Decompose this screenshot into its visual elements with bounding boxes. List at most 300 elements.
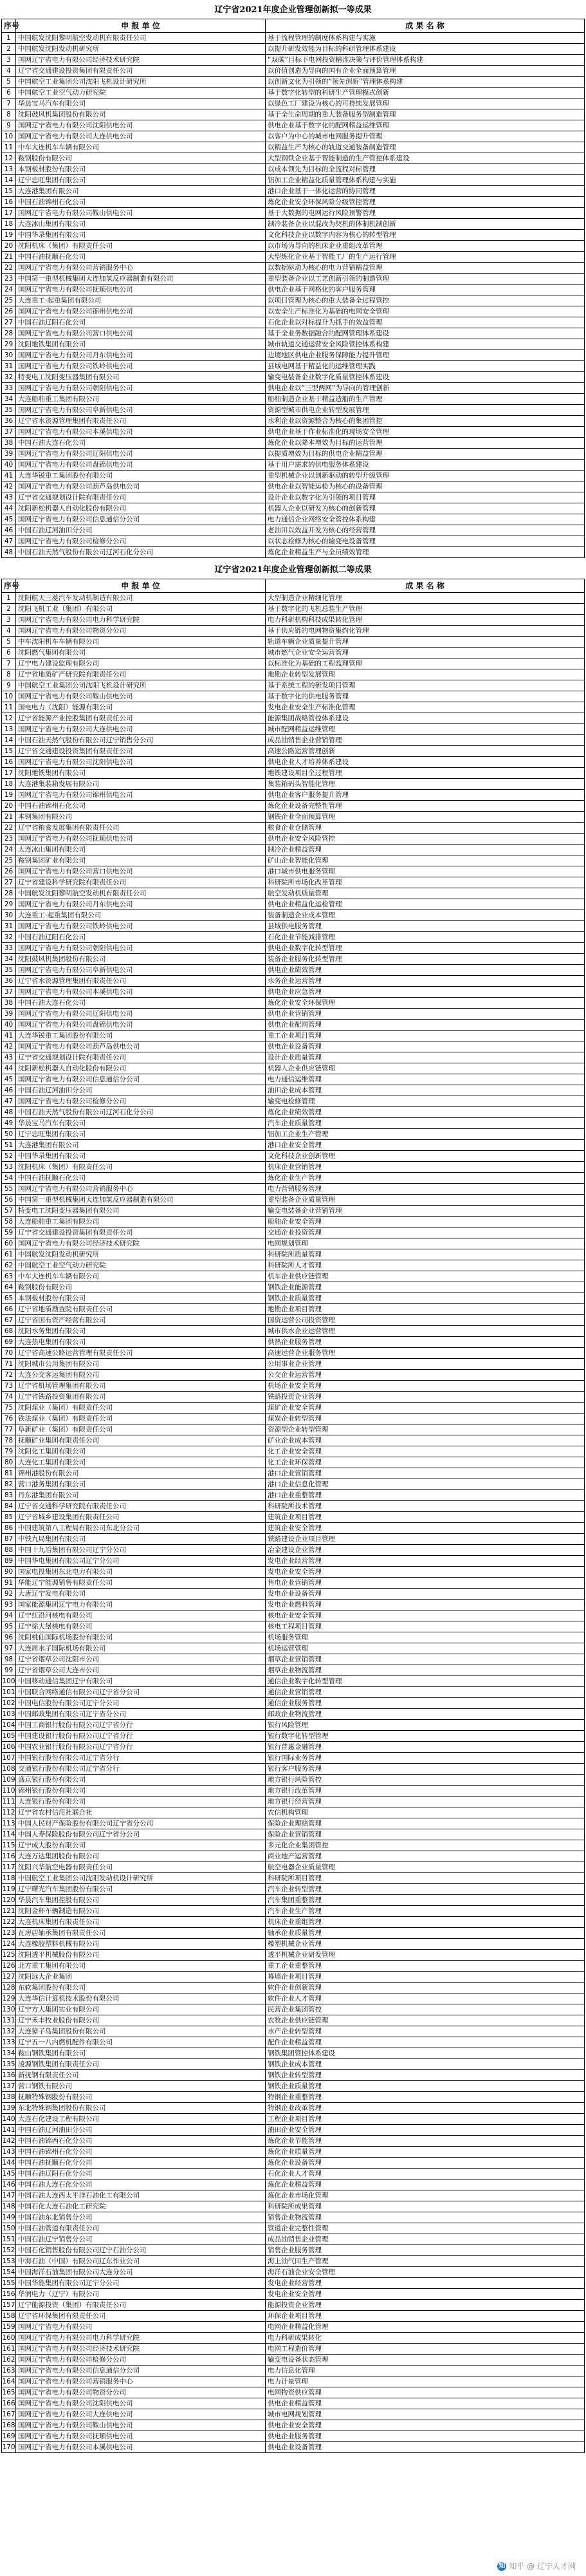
applicant-unit: 营口港务集团有限公司 bbox=[16, 1479, 266, 1490]
applicant-unit: 沈阳飞机工业（集团）有限公司 bbox=[16, 604, 266, 615]
applicant-unit: 沈阳地铁集团有限公司 bbox=[16, 339, 266, 350]
achievement-title: 机床企业重组管理 bbox=[266, 1917, 585, 1928]
achievement-title: 大型炼化企业基于智能工厂的生产运行管理 bbox=[266, 252, 585, 263]
applicant-unit: 中国石油锦西石化分公司 bbox=[16, 2136, 266, 2147]
achievement-title: 边境地区供电企业服务保障能力提升管理 bbox=[266, 350, 585, 361]
applicant-unit: 中国石油锦州石化分公司 bbox=[16, 2147, 266, 2158]
table-row bbox=[2, 460, 585, 471]
row-index: 160 bbox=[2, 2333, 16, 2344]
applicant-unit: 东北特殊钢集团股份有限公司 bbox=[16, 2103, 266, 2114]
achievement-title: 能源集团战略管控体系建设 bbox=[266, 713, 585, 724]
table-row bbox=[2, 1348, 585, 1359]
table-row bbox=[2, 514, 585, 525]
row-index: 144 bbox=[2, 2158, 16, 2169]
row-index: 15 bbox=[2, 746, 16, 757]
achievement-title: 通信企业营销管理 bbox=[266, 1687, 585, 1698]
achievement-title: 重工企业项目管理 bbox=[266, 1031, 585, 1041]
applicant-unit: 中国石油天然气股份有限公司辽河石化分公司 bbox=[16, 547, 266, 558]
achievement-title: 矿山企业智能化管理 bbox=[266, 855, 585, 866]
row-index: 62 bbox=[2, 1260, 16, 1271]
table-header-row bbox=[2, 579, 585, 593]
table-row bbox=[2, 1742, 585, 1753]
row-index: 149 bbox=[2, 2212, 16, 2223]
table-row bbox=[2, 1720, 585, 1731]
achievement-title: 以数据驱动为核心的电力营销精益管理 bbox=[266, 263, 585, 274]
table-row bbox=[2, 350, 585, 361]
achievement-title: 炼化企业安全环保管理 bbox=[266, 998, 585, 1009]
achievement-title: 供电企业绩效管理 bbox=[266, 965, 585, 976]
row-index: 112 bbox=[2, 1807, 16, 1818]
row-index: 9 bbox=[2, 120, 16, 131]
table-row bbox=[2, 1939, 585, 1950]
applicant-unit: 大连獐子岛集团股份有限公司 bbox=[16, 2026, 266, 2037]
table-row bbox=[2, 899, 585, 910]
table-row bbox=[2, 2398, 585, 2409]
table-row bbox=[2, 910, 585, 921]
table-row bbox=[2, 2103, 585, 2114]
achievement-title: 地勘企业转型发展管理 bbox=[266, 669, 585, 680]
applicant-unit: 国网辽宁省电力有限公司鞍山供电公司 bbox=[16, 2420, 266, 2431]
table-row bbox=[2, 285, 585, 295]
table-row bbox=[2, 1107, 585, 1118]
applicant-unit: 中国航空工业集团公司沈阳飞机设计研究所 bbox=[16, 680, 266, 691]
applicant-unit: 本钢板材股份有限公司 bbox=[16, 164, 266, 175]
row-index: 1 bbox=[2, 33, 16, 44]
achievement-title: 供电企业营销管理 bbox=[266, 1009, 585, 1020]
table-row bbox=[2, 691, 585, 702]
table-row bbox=[2, 427, 585, 438]
row-index: 34 bbox=[2, 394, 16, 405]
achievement-title: 配件企业精益管理 bbox=[266, 2037, 585, 2048]
achievement-title: 科研院所项目管理 bbox=[266, 1873, 585, 1884]
table-row bbox=[2, 2245, 585, 2256]
applicant-unit: 国网辽宁省电力有限公司大连供电公司 bbox=[16, 724, 266, 735]
achievement-title: 特钢企业改革管理 bbox=[266, 2103, 585, 2114]
table-row bbox=[2, 1578, 585, 1589]
applicant-unit: 抚顺特殊钢股份有限公司 bbox=[16, 2092, 266, 2103]
row-index: 56 bbox=[2, 1195, 16, 1206]
row-index: 53 bbox=[2, 1162, 16, 1173]
row-index: 102 bbox=[2, 1698, 16, 1709]
table-row bbox=[2, 1621, 585, 1632]
row-index: 10 bbox=[2, 691, 16, 702]
applicant-unit: 中国华录集团有限公司 bbox=[16, 1151, 266, 1162]
table-row bbox=[2, 274, 585, 285]
table-row bbox=[2, 186, 585, 197]
row-index: 50 bbox=[2, 1129, 16, 1140]
row-index: 33 bbox=[2, 943, 16, 954]
row-index: 42 bbox=[2, 1041, 16, 1052]
applicant-unit: 锦州港股份有限公司 bbox=[16, 1468, 266, 1479]
row-index: 114 bbox=[2, 1829, 16, 1840]
row-index: 108 bbox=[2, 1764, 16, 1775]
achievement-title: 炼化企业绩效管理 bbox=[266, 1107, 585, 1118]
achievement-title: 供电企业精益管理 bbox=[266, 2398, 585, 2409]
applicant-unit: 国网辽宁省电力有限公司物资分公司 bbox=[16, 2387, 266, 2398]
achievement-title: 发电企业燃料管理 bbox=[266, 1600, 585, 1610]
achievement-title: 港口企业基于一体化运营的协同管理 bbox=[266, 186, 585, 197]
column-header-index: 序号 bbox=[2, 579, 16, 593]
achievement-title: 软件企业创新管理 bbox=[266, 1983, 585, 1993]
row-index: 135 bbox=[2, 2059, 16, 2070]
achievement-title: 民营企业集团管控 bbox=[266, 2004, 585, 2015]
row-index: 16 bbox=[2, 197, 16, 208]
table-row bbox=[2, 241, 585, 252]
table-row bbox=[2, 1479, 585, 1490]
applicant-unit: 华晨汽车集团控股有限公司 bbox=[16, 1895, 266, 1906]
row-index: 14 bbox=[2, 735, 16, 746]
achievement-title: 老油田以效益开发为核心的经营管理 bbox=[266, 525, 585, 536]
table-row bbox=[2, 1173, 585, 1184]
applicant-unit: 辽宁五一八内燃机配件有限公司 bbox=[16, 2037, 266, 2048]
table-row bbox=[2, 768, 585, 779]
achievement-title: 油田企业成本管理 bbox=[266, 1085, 585, 1096]
table-row bbox=[2, 823, 585, 834]
table-row bbox=[2, 801, 585, 812]
table-row bbox=[2, 1085, 585, 1096]
table-row bbox=[2, 1096, 585, 1107]
table-row bbox=[2, 998, 585, 1009]
achievement-title: 地勘企业项目管理 bbox=[266, 1304, 585, 1315]
applicant-unit: 沈阳燃气集团有限公司 bbox=[16, 648, 266, 658]
table-row bbox=[2, 306, 585, 317]
table-row bbox=[2, 779, 585, 790]
row-index: 3 bbox=[2, 55, 16, 66]
achievement-title: 钢铁企业全面预算管理 bbox=[266, 812, 585, 823]
table-row bbox=[2, 1786, 585, 1797]
table-row bbox=[2, 669, 585, 680]
row-index: 39 bbox=[2, 449, 16, 460]
table-row bbox=[2, 2278, 585, 2289]
applicant-unit: 特变电工沈阳变压器集团有限公司 bbox=[16, 1206, 266, 1217]
achievement-title: 城市配网精益运维管理 bbox=[266, 724, 585, 735]
row-index: 117 bbox=[2, 1862, 16, 1873]
applicant-unit: 中国石油大连石化分公司 bbox=[16, 2179, 266, 2190]
applicant-unit: 营口钢铁有限公司 bbox=[16, 2081, 266, 2092]
achievement-title: 港口企业信息化管理 bbox=[266, 1479, 585, 1490]
table-row bbox=[2, 1326, 585, 1337]
applicant-unit: 中国石油抚顺石化分公司 bbox=[16, 2158, 266, 2169]
achievement-title: 基于数字化的供电服务管理 bbox=[266, 691, 585, 702]
applicant-unit: 中国石油大连石化公司 bbox=[16, 438, 266, 449]
table-row bbox=[2, 1195, 585, 1206]
achievement-title: 保险企业理赔管理 bbox=[266, 1818, 585, 1829]
applicant-unit: 辽宁省水资源管理集团有限责任公司 bbox=[16, 416, 266, 427]
applicant-unit: 中国石油东北销售分公司 bbox=[16, 2212, 266, 2223]
applicant-unit: 中国海洋石油集团有限公司大连分公司 bbox=[16, 2267, 266, 2278]
table-row bbox=[2, 2092, 585, 2103]
achievement-title: 科研院所技术管理 bbox=[266, 1501, 585, 1512]
achievement-title: 炼化企业节能管理 bbox=[266, 2136, 585, 2147]
achievement-title: 以客户为中心的城市电网服务提升管理 bbox=[266, 131, 585, 142]
table-row bbox=[2, 626, 585, 637]
applicant-unit: 辽宁省环保集团有限责任公司 bbox=[16, 2311, 266, 2322]
row-index: 18 bbox=[2, 779, 16, 790]
row-index: 67 bbox=[2, 1315, 16, 1326]
table-row bbox=[2, 1983, 585, 1993]
applicant-unit: 大连冰山集团有限公司 bbox=[16, 219, 266, 230]
achievement-title: 县域电网基于精益化的运维管理实践 bbox=[266, 361, 585, 372]
achievement-title: 钢铁企业质量管理 bbox=[266, 1293, 585, 1304]
table-row bbox=[2, 503, 585, 514]
achievement-title: 炼化企业设备管理 bbox=[266, 2158, 585, 2169]
row-index: 116 bbox=[2, 1851, 16, 1862]
table-row bbox=[2, 1227, 585, 1238]
table-row bbox=[2, 449, 585, 460]
applicant-unit: 国网辽宁省电力有限公司信息通信分公司 bbox=[16, 514, 266, 525]
achievement-title: 大型制造企业精细化管理 bbox=[266, 593, 585, 604]
table-row bbox=[2, 2004, 585, 2015]
achievement-title: 烟草企业物流管理 bbox=[266, 1665, 585, 1676]
achievement-title: 核电工程项目管理 bbox=[266, 1621, 585, 1632]
applicant-unit: 大连船舶重工集团有限公司 bbox=[16, 394, 266, 405]
row-index: 81 bbox=[2, 1468, 16, 1479]
achievement-title: 建筑企业安全管理 bbox=[266, 1523, 585, 1534]
row-index: 98 bbox=[2, 1654, 16, 1665]
achievement-title: 基于数字化转型的科研生产管理模式创新 bbox=[266, 88, 585, 98]
row-index: 94 bbox=[2, 1610, 16, 1621]
achievement-title: 供电企业以“三型两网”为导向的管理创新 bbox=[266, 383, 585, 394]
achievement-title: 发电企业安全生产标准化管理 bbox=[266, 702, 585, 713]
applicant-unit: 交通银行股份有限公司辽宁省分行 bbox=[16, 1764, 266, 1775]
table-row bbox=[2, 1403, 585, 1414]
achievement-title: 炼化企业设备完整性管理 bbox=[266, 801, 585, 812]
applicant-unit: 辽宁省交通建设投资集团有限责任公司 bbox=[16, 1227, 266, 1238]
column-header-unit: 申 报 单 位 bbox=[16, 19, 266, 33]
achievement-title: 橡塑机械企业管理 bbox=[266, 1939, 585, 1950]
achievement-title: 重型装备企业质量管理 bbox=[266, 1195, 585, 1206]
applicant-unit: 国网辽宁省电力有限公司阜新供电公司 bbox=[16, 405, 266, 416]
applicant-unit: 中国航发沈阳发动机研究所 bbox=[16, 1249, 266, 1260]
achievement-title: 水务企业运营管理 bbox=[266, 976, 585, 987]
achievement-title: 国资运营公司投资管理 bbox=[266, 1315, 585, 1326]
row-index: 139 bbox=[2, 2103, 16, 2114]
table-row bbox=[2, 2015, 585, 2026]
table-row bbox=[2, 702, 585, 713]
achievement-title: 工程企业项目管理 bbox=[266, 2114, 585, 2125]
row-index: 109 bbox=[2, 1775, 16, 1786]
achievement-title: 以市场为导向的机床企业重组改革管理 bbox=[266, 241, 585, 252]
table-row bbox=[2, 1797, 585, 1807]
row-index: 40 bbox=[2, 460, 16, 471]
achievement-title: 科研院所市场化改革管理 bbox=[266, 877, 585, 888]
applicant-unit: 中国石油大连西太平洋石油化工有限公司 bbox=[16, 2190, 266, 2201]
applicant-unit: 中国工商银行股份有限公司辽宁省分行 bbox=[16, 1720, 266, 1731]
table-row bbox=[2, 1217, 585, 1227]
row-index: 26 bbox=[2, 866, 16, 877]
table-row bbox=[2, 1764, 585, 1775]
table-row bbox=[2, 1906, 585, 1917]
applicant-unit: 辽宁红沿河核电有限公司 bbox=[16, 1610, 266, 1621]
applicant-unit: 大连万达集团股份有限公司 bbox=[16, 1851, 266, 1862]
achievement-title: 钢铁企业成本管理 bbox=[266, 2059, 585, 2070]
applicant-unit: 辽宁省农村信用社联合社 bbox=[16, 1807, 266, 1818]
table-row bbox=[2, 921, 585, 932]
applicant-unit: 中国航发沈阳黎明航空发动机有限责任公司 bbox=[16, 33, 266, 44]
row-index: 28 bbox=[2, 888, 16, 899]
applicant-unit: 沈阳地铁集团有限公司 bbox=[16, 768, 266, 779]
achievement-title: 电力营销服务管理 bbox=[266, 1184, 585, 1195]
achievement-title: 银行风险管理 bbox=[266, 1720, 585, 1731]
row-index: 162 bbox=[2, 2355, 16, 2366]
table-row bbox=[2, 438, 585, 449]
table-row bbox=[2, 1359, 585, 1370]
applicant-unit: 国网辽宁省电力有限公司经济技术研究院 bbox=[16, 2344, 266, 2355]
achievement-title: 机床企业营销管理 bbox=[266, 1162, 585, 1173]
achievement-title: 文化科技企业创新管理 bbox=[266, 1151, 585, 1162]
row-index: 132 bbox=[2, 2026, 16, 2037]
table-row bbox=[2, 2169, 585, 2179]
achievement-title: 银行普惠金融管理 bbox=[266, 1742, 585, 1753]
row-index: 65 bbox=[2, 1293, 16, 1304]
row-index: 110 bbox=[2, 1786, 16, 1797]
achievement-title: 铝加工企业精益化质量管理体系构建与实施 bbox=[266, 175, 585, 186]
achievement-title: 环保企业项目管理 bbox=[266, 2311, 585, 2322]
applicant-unit: 华晨宝马汽车有限公司 bbox=[16, 98, 266, 109]
achievement-title: 重型机械企业以创新驱动的转型升级管理 bbox=[266, 471, 585, 481]
achievement-title: 电网规划管理 bbox=[266, 1238, 585, 1249]
row-index: 78 bbox=[2, 1435, 16, 1446]
table-row bbox=[2, 1884, 585, 1895]
applicant-unit: 国网辽宁省电力有限公司葫芦岛供电公司 bbox=[16, 481, 266, 492]
table-row bbox=[2, 2223, 585, 2234]
row-index: 19 bbox=[2, 790, 16, 801]
achievement-title: 科研院所质量管理 bbox=[266, 1249, 585, 1260]
table-row bbox=[2, 1304, 585, 1315]
applicant-unit: 国家能源集团辽宁电力有限公司 bbox=[16, 1600, 266, 1610]
table-row bbox=[2, 845, 585, 855]
table-row bbox=[2, 724, 585, 735]
achievement-title: 炼化企业安全环保风险分级管控管理 bbox=[266, 197, 585, 208]
applicant-unit: 辽宁省国有资产经营有限公司 bbox=[16, 1315, 266, 1326]
row-index: 17 bbox=[2, 768, 16, 779]
applicant-unit: 辽宁徐大堡核电有限公司 bbox=[16, 1621, 266, 1632]
row-index: 45 bbox=[2, 514, 16, 525]
table-row bbox=[2, 175, 585, 186]
achievement-title: 基于系统工程的研发项目管理 bbox=[266, 680, 585, 691]
table-row bbox=[2, 120, 585, 131]
applicant-unit: 国电电力（沈阳）能源有限公司 bbox=[16, 702, 266, 713]
row-index: 58 bbox=[2, 1217, 16, 1227]
achievement-title: 水产企业转型管理 bbox=[266, 2026, 585, 2037]
row-index: 36 bbox=[2, 416, 16, 427]
table-row bbox=[2, 2289, 585, 2300]
table-row bbox=[2, 317, 585, 328]
table-row bbox=[2, 790, 585, 801]
achievement-title: 化工企业安全管理 bbox=[266, 1446, 585, 1457]
table-row bbox=[2, 153, 585, 164]
achievement-title: 供电企业设备管理 bbox=[266, 1041, 585, 1052]
row-index: 26 bbox=[2, 306, 16, 317]
row-index: 119 bbox=[2, 1884, 16, 1895]
table-row bbox=[2, 481, 585, 492]
applicant-unit: 北方重工集团有限公司 bbox=[16, 1961, 266, 1972]
table-row bbox=[2, 44, 585, 55]
applicant-unit: 中国银行股份有限公司辽宁省分行 bbox=[16, 1753, 266, 1764]
achievement-title: 电力计量管理 bbox=[266, 2376, 585, 2387]
table-row bbox=[2, 1818, 585, 1829]
achievement-title: 集装箱码头智能化管理 bbox=[266, 779, 585, 790]
table-row bbox=[2, 987, 585, 998]
achievement-title: 设计企业质量管理 bbox=[266, 1052, 585, 1063]
applicant-unit: 辽宁省交通规划设计院有限责任公司 bbox=[16, 1052, 266, 1063]
applicant-unit: 国家电投集团东北电力有限公司 bbox=[16, 1567, 266, 1578]
row-index: 31 bbox=[2, 361, 16, 372]
row-index: 31 bbox=[2, 921, 16, 932]
achievement-title: 矿业企业成本管理 bbox=[266, 1435, 585, 1446]
applicant-unit: 抚顺矿业集团有限责任公司 bbox=[16, 1435, 266, 1446]
row-index: 72 bbox=[2, 1370, 16, 1381]
applicant-unit: 瓦房店轴承集团有限责任公司 bbox=[16, 1928, 266, 1939]
row-index: 37 bbox=[2, 427, 16, 438]
achievement-title: 以标准化为基础的工程监理管理 bbox=[266, 658, 585, 669]
table-row bbox=[2, 55, 585, 66]
row-index: 40 bbox=[2, 1020, 16, 1031]
applicant-unit: 大连热电集团有限公司 bbox=[16, 1337, 266, 1348]
row-index: 51 bbox=[2, 1140, 16, 1151]
table-row bbox=[2, 2114, 585, 2125]
row-index: 127 bbox=[2, 1972, 16, 1983]
achievement-title: 航空电器企业质量管理 bbox=[266, 1862, 585, 1873]
applicant-unit: 中国人寿保险股份有限公司辽宁省分公司 bbox=[16, 1829, 266, 1840]
row-index: 3 bbox=[2, 615, 16, 626]
row-index: 35 bbox=[2, 965, 16, 976]
table-row bbox=[2, 812, 585, 823]
applicant-unit: 国网辽宁省电力有限公司电力科学研究院 bbox=[16, 615, 266, 626]
table-row bbox=[2, 1632, 585, 1643]
achievement-title: 制冷企业精益管理 bbox=[266, 845, 585, 855]
applicant-unit: 中国移动通信集团辽宁有限公司 bbox=[16, 1676, 266, 1687]
table-row bbox=[2, 1862, 585, 1873]
table-header-row bbox=[2, 19, 585, 33]
row-index: 97 bbox=[2, 1643, 16, 1654]
row-index: 16 bbox=[2, 757, 16, 768]
applicant-unit: 华能辽宁能源销售有限责任公司 bbox=[16, 1578, 266, 1589]
achievement-title: 煤矿企业安全管理 bbox=[266, 1403, 585, 1414]
achievement-title: “双碳”目标下电网投资精准决策与评价管理体系构建 bbox=[266, 55, 585, 66]
applicant-unit: 中国石油辽阳石化公司 bbox=[16, 317, 266, 328]
applicant-unit: 辽宁省铁路投资集团有限公司 bbox=[16, 1392, 266, 1403]
applicant-unit: 沈阳桃仙国际机场股份有限公司 bbox=[16, 1632, 266, 1643]
row-index: 43 bbox=[2, 1052, 16, 1063]
table-row bbox=[2, 1074, 585, 1085]
table-row bbox=[2, 2136, 585, 2147]
applicant-unit: 大连机床集团有限责任公司 bbox=[16, 1917, 266, 1928]
table-row bbox=[2, 1807, 585, 1818]
achievement-title: 公用事业企业管理 bbox=[266, 1359, 585, 1370]
row-index: 136 bbox=[2, 2070, 16, 2081]
row-index: 35 bbox=[2, 405, 16, 416]
achievement-title: 钢铁企业质量管理 bbox=[266, 2081, 585, 2092]
table-row bbox=[2, 2376, 585, 2387]
row-index: 83 bbox=[2, 1490, 16, 1501]
row-index: 167 bbox=[2, 2409, 16, 2420]
applicant-unit: 国网辽宁省电力有限公司抚顺供电公司 bbox=[16, 2431, 266, 2442]
applicant-unit: 国网辽宁省电力有限公司本溪供电公司 bbox=[16, 427, 266, 438]
row-index: 46 bbox=[2, 1085, 16, 1096]
achievement-title: 港口企业营销管理 bbox=[266, 1468, 585, 1479]
row-index: 115 bbox=[2, 1840, 16, 1851]
row-index: 6 bbox=[2, 88, 16, 98]
row-index: 153 bbox=[2, 2256, 16, 2267]
applicant-unit: 大连港集团有限公司 bbox=[16, 186, 266, 197]
achievement-title: 重型装备企业以工艺创新引领的制造管理 bbox=[266, 274, 585, 285]
row-index: 66 bbox=[2, 1304, 16, 1315]
applicant-unit: 锦州银行股份有限公司 bbox=[16, 1786, 266, 1797]
table-row bbox=[2, 2256, 585, 2267]
table-row bbox=[2, 1873, 585, 1884]
table-row bbox=[2, 88, 585, 98]
